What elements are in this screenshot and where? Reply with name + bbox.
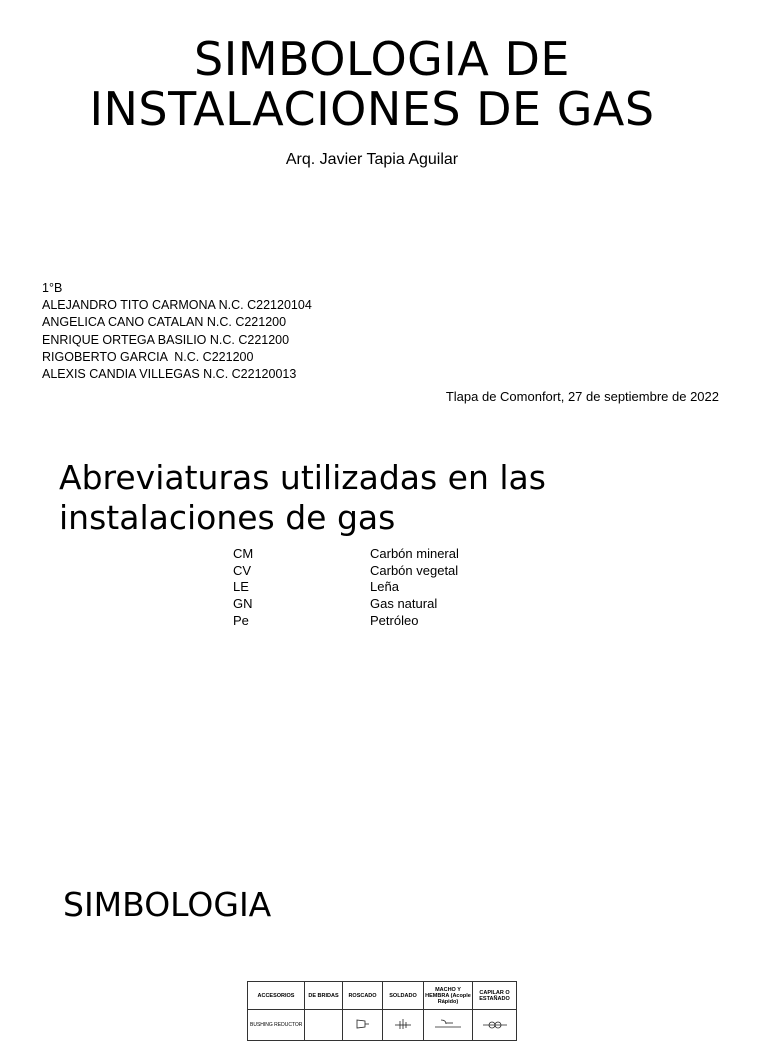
threaded-bushing-icon: [355, 1018, 371, 1030]
abbreviation-row: [233, 546, 459, 563]
abbreviations-title-line-2: instalaciones de gas: [59, 498, 396, 537]
symbology-title: SIMBOLOGIA: [63, 885, 272, 924]
abbreviation-row: [233, 579, 459, 596]
capillary-bushing-icon: [482, 1018, 508, 1030]
abbreviation-meaning: Leña: [370, 579, 399, 595]
flanged-symbol-cell: [305, 1010, 343, 1041]
row-label: BUSHING REDUCTOR: [248, 1010, 305, 1041]
symbology-row: [248, 1010, 517, 1041]
title-line-1: SIMBOLOGIA DE: [194, 32, 570, 86]
student-list: [42, 280, 312, 383]
abbreviations-title: [59, 458, 546, 538]
group-label: 1°B: [42, 281, 63, 295]
student-item: ALEXIS CANDIA VILLEGAS N.C. C22120013: [42, 367, 297, 382]
abbreviation-row: [233, 613, 459, 630]
place-date: Tlapa de Comonfort, 27 de septiembre de 2022: [445, 389, 719, 404]
student-item: ENRIQUE ORTEGA BASILIO N.C. C221200: [42, 332, 290, 347]
student-item: RIGOBERTO GARCIA N.C. C221200: [42, 349, 254, 364]
header-cell: CAPILAR O ESTAÑADO: [473, 982, 517, 1010]
title-line-2: INSTALACIONES DE GAS: [89, 82, 655, 136]
abbreviation-meaning: Carbón mineral: [370, 546, 459, 561]
abbreviation-row: [233, 596, 459, 613]
student-item: ALEJANDRO TITO CARMONA N.C. C22120104: [42, 298, 312, 313]
abbreviation-code: LE: [233, 579, 249, 595]
abbreviation-meaning: Carbón vegetal: [370, 562, 459, 578]
abbreviation-code: CM: [233, 546, 254, 561]
male-female-symbol-cell: [424, 1010, 473, 1041]
welded-bushing-icon: [394, 1018, 412, 1030]
header-cell: ROSCADO: [343, 982, 383, 1010]
capillary-symbol-cell: [473, 1010, 517, 1041]
abbreviation-code: Pe: [233, 612, 249, 628]
abbreviation-meaning: Petróleo: [370, 612, 419, 628]
symbology-header-row: [248, 982, 517, 1010]
welded-symbol-cell: [383, 1010, 424, 1041]
abbreviation-code: GN: [233, 596, 253, 612]
header-cell: DE BRIDAS: [305, 982, 343, 1010]
symbology-table: [247, 981, 517, 1041]
header-cell: SOLDADO: [383, 982, 424, 1010]
student-item: ANGELICA CANO CATALAN N.C. C221200: [42, 315, 287, 330]
abbreviation-row: [233, 563, 459, 580]
abbreviations-title-line-1: Abreviaturas utilizadas en las: [59, 458, 546, 497]
abbreviation-code: CV: [233, 562, 252, 578]
threaded-symbol-cell: [343, 1010, 383, 1041]
header-cell: ACCESORIOS: [248, 982, 305, 1010]
quick-coupling-bushing-icon: [433, 1018, 463, 1030]
abbreviations-table: [233, 546, 459, 630]
professor-name: Arq. Javier Tapia Aguilar: [285, 151, 459, 168]
header-cell: MACHO Y HEMBRA (Acople Rápido): [424, 982, 473, 1010]
abbreviation-meaning: Gas natural: [370, 596, 438, 612]
